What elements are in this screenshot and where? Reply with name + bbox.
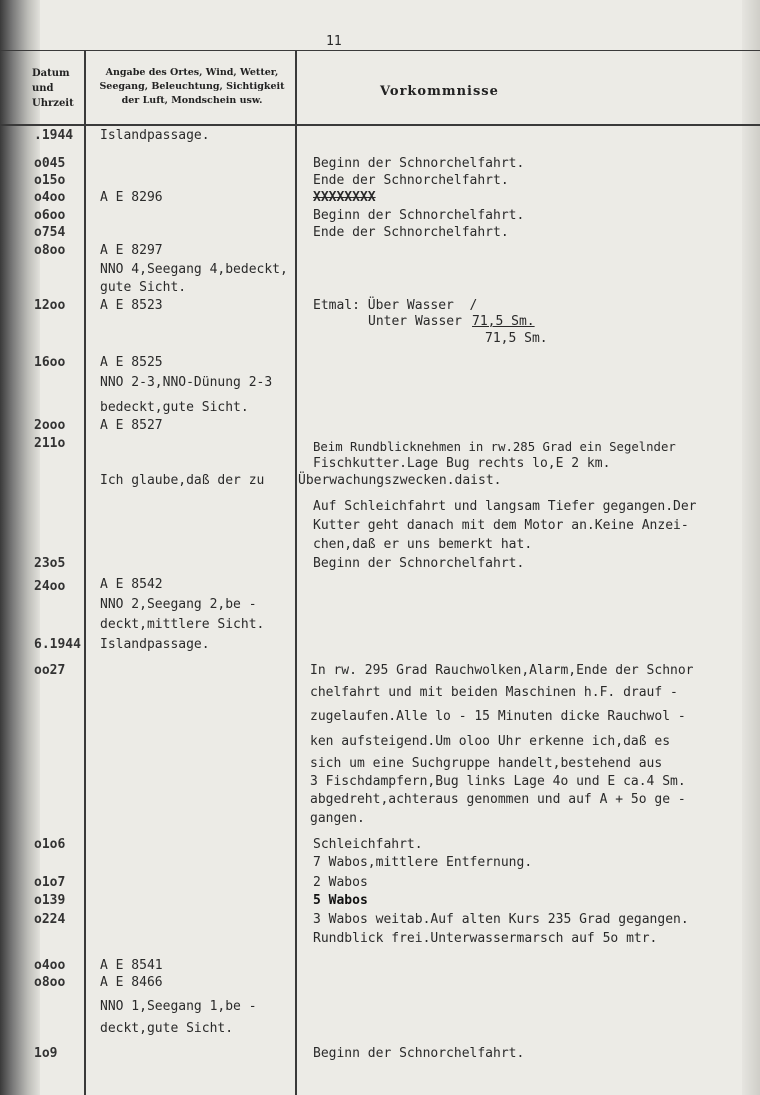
row-place: deckt,mittlere Sicht. bbox=[100, 617, 265, 632]
page-number: 11 bbox=[326, 34, 342, 49]
row-event: 2 Wabos bbox=[313, 875, 368, 890]
row-event: 7 Wabos,mittlere Entfernung. bbox=[313, 855, 533, 870]
row-event: 3 Wabos weitab.Auf alten Kurs 235 Grad gegangen. bbox=[313, 912, 689, 927]
row-place: NNO 2,Seegang 2,be - bbox=[100, 597, 257, 612]
row-date: 16oo bbox=[34, 355, 66, 370]
row-event: Beginn der Schnorchelfahrt. bbox=[313, 1046, 525, 1061]
row-event: ken aufsteigend.Um oloo Uhr erkenne ich,daß es bbox=[310, 734, 671, 749]
column-divider-1 bbox=[84, 50, 86, 1095]
row-place: NNO 1,Seegang 1,be - bbox=[100, 999, 257, 1014]
row-event: Fischkutter.Lage Bug rechts lo,E 2 km. bbox=[313, 456, 611, 471]
row-place: Islandpassage. bbox=[100, 637, 210, 652]
row-date: .1944 bbox=[34, 128, 74, 143]
row-event: Beginn der Schnorchelfahrt. bbox=[313, 156, 525, 171]
row-event-label: Unter Wasser bbox=[368, 314, 470, 329]
row-place: A E 8296 bbox=[100, 190, 163, 205]
row-place: gute Sicht. bbox=[100, 280, 187, 295]
row-date: o224 bbox=[34, 912, 66, 927]
row-event: chelfahrt und mit beiden Maschinen h.F. drauf - bbox=[310, 685, 678, 700]
page-edge-right bbox=[742, 0, 760, 1095]
row-event: In rw. 295 Grad Rauchwolken,Alarm,Ende der Schnor bbox=[310, 663, 694, 678]
row-event: Beginn der Schnorchelfahrt. bbox=[313, 556, 525, 571]
row-event: abgedreht,achteraus genommen und auf A + 5o ge - bbox=[310, 792, 686, 807]
row-place: A E 8466 bbox=[100, 975, 163, 990]
row-date: o8oo bbox=[34, 975, 66, 990]
row-place: Ich glaube,daß der zu bbox=[100, 473, 265, 488]
row-event: Überwachungszwecken.daist. bbox=[298, 473, 502, 488]
row-event: sich um eine Suchgruppe handelt,bestehend aus bbox=[310, 756, 663, 771]
row-event: Schleichfahrt. bbox=[313, 837, 423, 852]
header-bottom-rule bbox=[0, 124, 760, 126]
row-event: chen,daß er uns bemerkt hat. bbox=[313, 537, 533, 552]
row-place: NNO 4,Seegang 4,bedeckt, bbox=[100, 262, 288, 277]
row-event: 3 Fischdampfern,Bug links Lage 4o und E ca.4 Sm. bbox=[310, 774, 686, 789]
row-date: 23o5 bbox=[34, 556, 66, 571]
row-place: A E 8525 bbox=[100, 355, 163, 370]
header-date-time: Datum und Uhrzeit bbox=[32, 68, 74, 109]
row-date: o754 bbox=[34, 225, 66, 240]
header-events: Vorkommnisse bbox=[380, 84, 499, 99]
row-date: o045 bbox=[34, 156, 66, 171]
row-place: A E 8527 bbox=[100, 418, 163, 433]
row-place: A E 8297 bbox=[100, 243, 163, 258]
row-date: 24oo bbox=[34, 579, 66, 594]
row-event: Beim Rundblicknehmen in rw.285 Grad ein Segelnder bbox=[313, 440, 676, 454]
row-date: o6oo bbox=[34, 208, 66, 223]
row-event: Etmal: Über Wasser / bbox=[313, 298, 478, 313]
row-place: A E 8542 bbox=[100, 577, 163, 592]
row-event: Auf Schleichfahrt und langsam Tiefer gegangen.Der bbox=[313, 499, 697, 514]
row-event: zugelaufen.Alle lo - 15 Minuten dicke Rauchwol - bbox=[310, 709, 686, 724]
row-place: Islandpassage. bbox=[100, 128, 210, 143]
row-event-value: 71,5 Sm. bbox=[472, 314, 535, 329]
row-event: Ende der Schnorchelfahrt. bbox=[313, 173, 509, 188]
row-place: bedeckt,gute Sicht. bbox=[100, 400, 249, 415]
row-date: o4oo bbox=[34, 190, 66, 205]
row-date: 1o9 bbox=[34, 1046, 58, 1061]
row-event: Rundblick frei.Unterwassermarsch auf 5o mtr. bbox=[313, 931, 658, 946]
row-event-struck: XXXXXXXX bbox=[313, 190, 376, 205]
row-event: gangen. bbox=[310, 811, 365, 826]
row-date: 2ooo bbox=[34, 418, 66, 433]
row-date: o1o6 bbox=[34, 837, 66, 852]
row-place: deckt,gute Sicht. bbox=[100, 1021, 234, 1036]
row-place: A E 8541 bbox=[100, 958, 163, 973]
row-date: o139 bbox=[34, 893, 66, 908]
row-date: 211o bbox=[34, 436, 66, 451]
row-event-total: 71,5 Sm. bbox=[485, 331, 548, 346]
row-date: o4oo bbox=[34, 958, 66, 973]
row-date: oo27 bbox=[34, 663, 66, 678]
row-date: o8oo bbox=[34, 243, 66, 258]
row-date: o15o bbox=[34, 173, 66, 188]
row-event: Kutter geht danach mit dem Motor an.Keine Anzei- bbox=[313, 518, 689, 533]
row-event: Beginn der Schnorchelfahrt. bbox=[313, 208, 525, 223]
row-place: A E 8523 bbox=[100, 298, 163, 313]
row-date: 6.1944 bbox=[34, 637, 81, 652]
column-divider-2 bbox=[295, 50, 297, 1095]
row-event: 5 Wabos bbox=[313, 893, 368, 908]
row-date: o1o7 bbox=[34, 875, 66, 890]
row-event: Ende der Schnorchelfahrt. bbox=[313, 225, 509, 240]
table-top-rule bbox=[0, 50, 760, 51]
row-place: NNO 2-3,NNO-Dünung 2-3 bbox=[100, 375, 273, 390]
row-date: 12oo bbox=[34, 298, 66, 313]
header-place-weather: Angabe des Ortes, Wind, Wetter, Seegang, Beleuchtung, Sichtigkeit der Luft, Mondschein usw. bbox=[99, 67, 285, 106]
